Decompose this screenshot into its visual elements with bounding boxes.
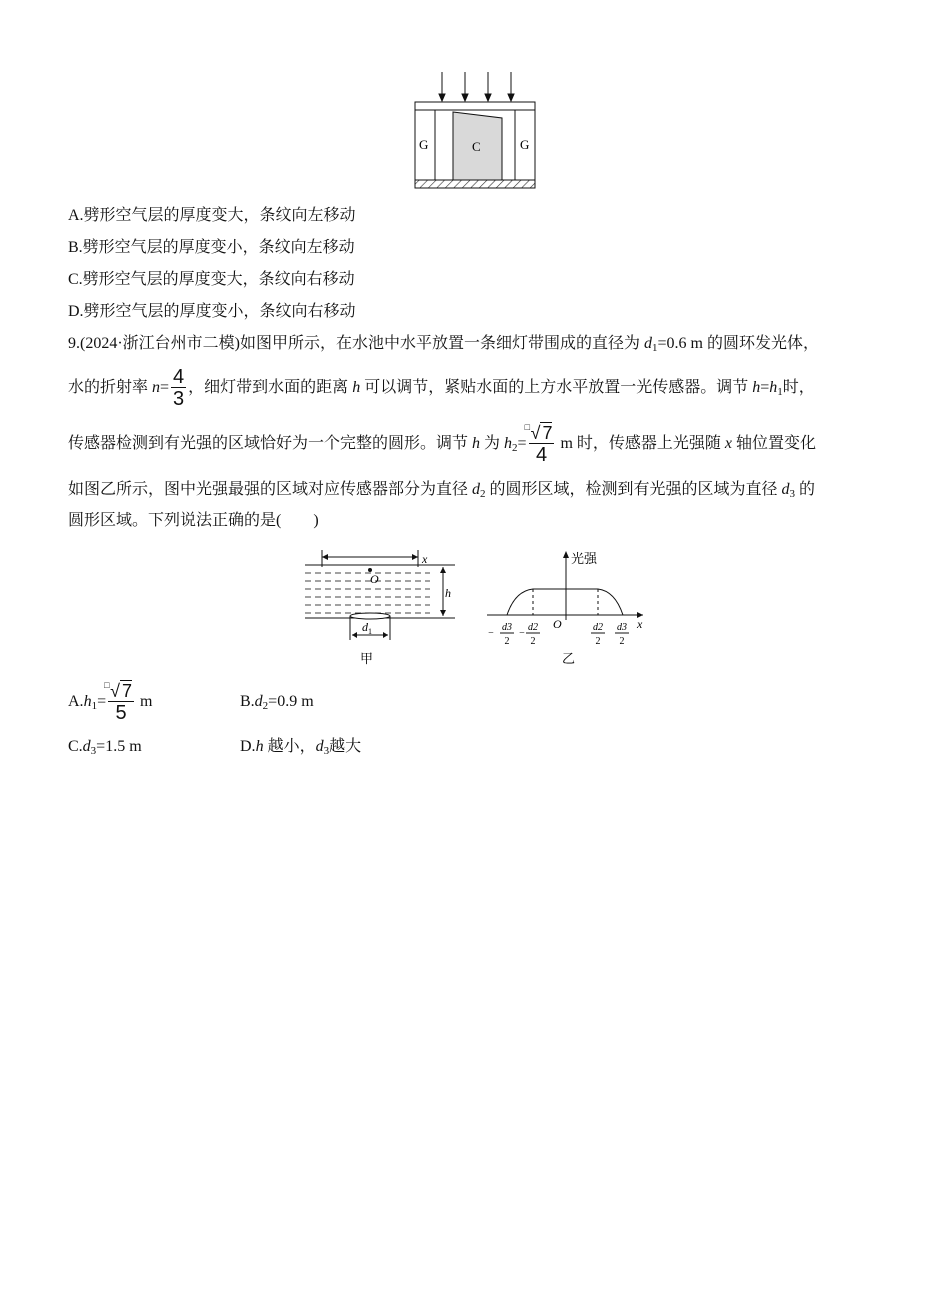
q9-option-d: D.h 越小，$d_3$越大: [240, 738, 362, 757]
q9-line-2: 水的折射率 n= $\frac{4}{3}$ ，细灯带到水面的距离 h 可以调节，紧贴水面的上方水平放置一光传感器。调节 $h=h_1$时，: [68, 365, 815, 410]
yi-tick-neg-d3: d3: [502, 622, 512, 633]
yi-tick-den: 2: [619, 636, 625, 647]
q8-option-b: B.劈形空气层的厚度变小，条纹向左移动: [68, 239, 355, 256]
label-g-left: G: [419, 137, 429, 152]
q9-line-4: 如图乙所示，图中光强最强的区域对应传感器部分为直径 $d_2$ 的圆形区域，检测到有光强的区域为直径 $d_3$ 的: [68, 481, 816, 500]
q8-option-c: C.劈形空气层的厚度变大，条纹向右移动: [68, 271, 355, 288]
yi-minus-1: −: [488, 628, 494, 639]
yi-tick-den: 2: [530, 636, 536, 647]
q9-option-c: $C.d_3=1.5$ m: [68, 738, 142, 757]
q9-line-3: 传感器检测到有光强的区域恰好为一个完整的圆形。调节 h 为 $h_2=$ □ √ 7 4 m 时，传感器上光强随 x 轴位置变化: [68, 421, 817, 466]
yi-tick-den: 2: [504, 636, 510, 647]
q9-line-1: 9.(2024·浙江台州市二模)如图甲所示，在水池中水平放置一条细灯带围成的直径为 $d_1=0.6$ m 的圆环发光体，: [68, 335, 819, 354]
yi-y-label: 光强: [571, 551, 598, 566]
q8-option-a: A.劈形空气层的厚度变大，条纹向左移动: [68, 207, 356, 224]
top-apparatus-figure: [410, 70, 542, 192]
figure-yi: [485, 545, 655, 670]
yi-tick-den: 2: [595, 636, 601, 647]
yi-minus-2: −: [519, 628, 525, 639]
jia-d1-label: $d_1$: [362, 620, 372, 636]
jia-x-label: x: [422, 552, 428, 566]
yi-x-label: x: [637, 617, 643, 631]
jia-o-label: O: [370, 572, 379, 586]
base-plate: [415, 180, 535, 188]
figure-jia: [300, 545, 470, 670]
label-g-right: G: [520, 137, 530, 152]
yi-tick-d3: d3: [617, 622, 627, 633]
label-c: C: [472, 139, 481, 154]
top-plate: [415, 102, 535, 110]
optA-fraction: □ √ 7 5: [104, 679, 132, 724]
yi-caption: 乙: [562, 651, 576, 666]
intensity-curve: [507, 589, 623, 615]
jia-h-label: h: [445, 586, 451, 600]
q9-line-5: 圆形区域。下列说法正确的是( ): [68, 512, 319, 529]
yi-o-label: O: [553, 617, 562, 631]
n-fraction: $\frac{4}{3}$: [173, 365, 185, 410]
q8-option-d: D.劈形空气层的厚度变小，条纹向右移动: [68, 303, 356, 320]
q9-option-a: $A.h_1=$ □ √ 7 5 m: [68, 679, 153, 724]
h2-fraction: □ √ 7 4: [524, 421, 553, 466]
yi-tick-d2: d2: [593, 622, 603, 633]
jia-caption: 甲: [360, 651, 374, 666]
yi-tick-neg-d2: d2: [528, 622, 538, 633]
light-arrows: [439, 72, 514, 101]
q9-option-b: $B.d_2=0.9$ m: [240, 693, 314, 712]
